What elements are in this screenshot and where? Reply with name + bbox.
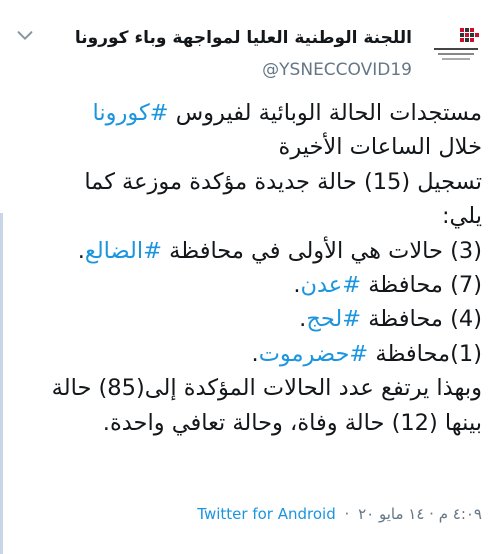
tweet-meta xyxy=(197,505,482,523)
tweet-line-text: (1)محافظة xyxy=(368,340,482,367)
hashtag-link[interactable]: #لحج xyxy=(306,306,362,333)
source-link[interactable]: Twitter for Android xyxy=(197,505,336,523)
meta-separator: · xyxy=(344,505,350,523)
tweet-line xyxy=(12,371,482,405)
tweet-line xyxy=(12,234,482,268)
tweet-line-text: مستجدات الحالة الوبائية لفيروس xyxy=(168,100,482,126)
tweet-line-text: (3) حالات هي الأولى في محافظة xyxy=(162,237,482,264)
tweet-line xyxy=(12,268,482,302)
tweet-line xyxy=(12,199,482,233)
timestamp[interactable]: ٤:٠٩ م · ١٤ مايو ٢٠ xyxy=(358,505,482,523)
tweet-line-text: وبهذا يرتفع عدد الحالات المؤكدة إلى(85) حالة xyxy=(51,375,482,402)
username-handle[interactable]: @YSNECCOVID19 xyxy=(262,60,412,80)
tweet-line-text: (7) محافظة xyxy=(361,272,482,299)
hashtag-link[interactable]: #كورونا xyxy=(92,100,169,126)
display-name[interactable]: اللجنة الوطنية العليا لمواجهة وباء كورونا xyxy=(74,28,412,48)
tweet-line-punct: . xyxy=(299,306,307,333)
tweet-text xyxy=(12,96,482,440)
hashtag-link[interactable]: #الضالع xyxy=(84,237,163,264)
tweet-line xyxy=(12,165,482,199)
tweet-line xyxy=(12,337,482,371)
tweet-header xyxy=(22,14,482,84)
tweet-line-text: خلال الساعات الأخيرة xyxy=(278,134,482,161)
tweet-line xyxy=(12,130,482,164)
tweet-line-text: (4) محافظة xyxy=(361,306,482,333)
tweet-line xyxy=(12,96,482,130)
tweet-line-text: تسجيل (15) حالة جديدة مؤكدة موزعة كما xyxy=(84,168,482,195)
tweet-line xyxy=(12,406,482,440)
tweet-line-text: يلي: xyxy=(441,203,482,230)
hashtag-link[interactable]: #حضرموت xyxy=(258,340,369,367)
tweet-line-punct: . xyxy=(77,237,85,264)
tweet-line-punct: . xyxy=(293,272,301,299)
tweet-line-punct: . xyxy=(251,340,259,367)
avatar[interactable] xyxy=(430,24,482,66)
tweet-line xyxy=(12,302,482,336)
tweet-line-text: بينها (12) حالة وفاة، وحالة تعافي واحدة. xyxy=(102,409,482,436)
scroll-indicator xyxy=(0,213,3,554)
hashtag-link[interactable]: #عدن xyxy=(300,272,362,299)
